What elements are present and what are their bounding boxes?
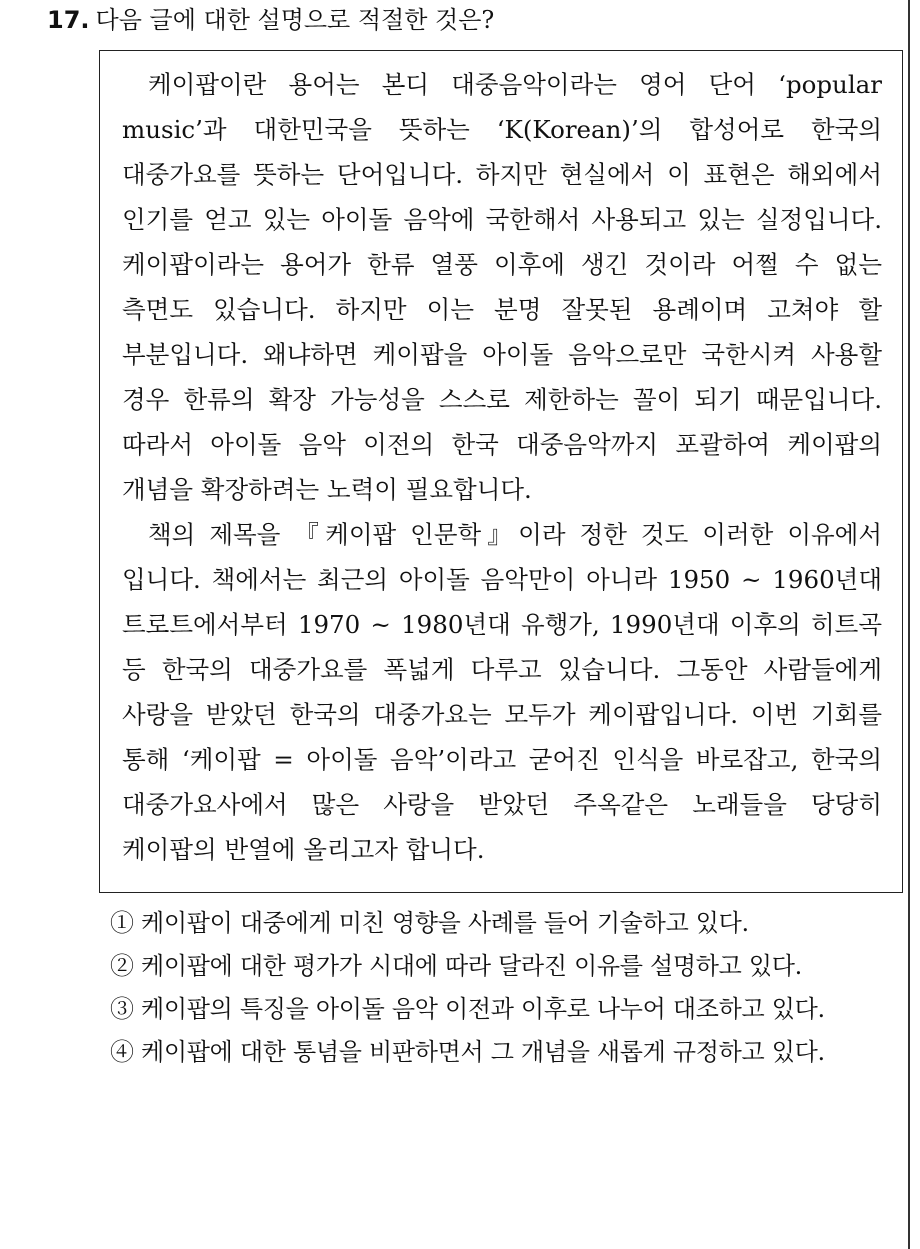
question-header xyxy=(47,4,494,36)
answer-choice-2[interactable]: ② 케이팝에 대한 평가가 시대에 따라 달라진 이유를 설명하고 있다. xyxy=(110,952,802,980)
passage-box xyxy=(99,50,903,893)
passage-paragraph-2: 책의 제목을 『케이팝 인문학』이라 정한 것도 이러한 이유에서 입니다. 책에서는 최근의 아이돌 음악만이 아니라 1950 ~ 1960년대 트로트에서부터 1970 ~ 1980년대 유행가, 1990년대 이후의 히트곡 등 한국의 대중가요를 폭넓게 다루고 있습니다. 그동안 사람들에게 사랑을 받았던 한국의 대중가요는 모두가 케이팝입니다. 이번 기회를 통해 ‘케이팝 = 아이돌 음악’이라고 굳어진 인식을 바로잡고, 한국의 대중가요사에서 많은 사랑을 받았던 주옥같은 노래들을 당당히 케이팝의 반열에 올리고자 합니다. xyxy=(122,520,882,864)
answer-choices xyxy=(110,902,910,1074)
passage-paragraph-1: 케이팝이란 용어는 본디 대중음악이라는 영어 단어 ‘popular music’과 대한민국을 뜻하는 ‘K(Korean)’의 합성어로 한국의 대중가요를 뜻하는 단어입니다. 하지만 현실에서 이 표현은 해외에서 인기를 얻고 있는 아이돌 음악에 국한해서 사용되고 있는 실정입니다. 케이팝이라는 용어가 한류 열풍 이후에 생긴 것이라 어쩔 수 없는 측면도 있습니다. 하지만 이는 분명 잘못된 용례이며 고쳐야 할 부분입니다. 왜냐하면 케이팝을 아이돌 음악으로만 국한시켜 사용할 경우 한류의 확장 가능성을 스스로 제한하는 꼴이 되기 때문입니다. 따라서 아이돌 음악 이전의 한국 대중음악까지 포괄하여 케이팝의 개념을 확장하려는 노력이 필요합니다. xyxy=(122,70,882,504)
answer-choice-4[interactable]: ④ 케이팝에 대한 통념을 비판하면서 그 개념을 새롭게 규정하고 있다. xyxy=(110,1038,825,1066)
answer-choice-3[interactable]: ③ 케이팝의 특징을 아이돌 음악 이전과 이후로 나누어 대조하고 있다. xyxy=(110,995,825,1023)
question-prompt: 다음 글에 대한 설명으로 적절한 것은? xyxy=(95,6,495,34)
answer-choice-1[interactable]: ① 케이팝이 대중에게 미친 영향을 사례를 들어 기술하고 있다. xyxy=(110,909,749,937)
question-number: 17. xyxy=(47,6,90,34)
